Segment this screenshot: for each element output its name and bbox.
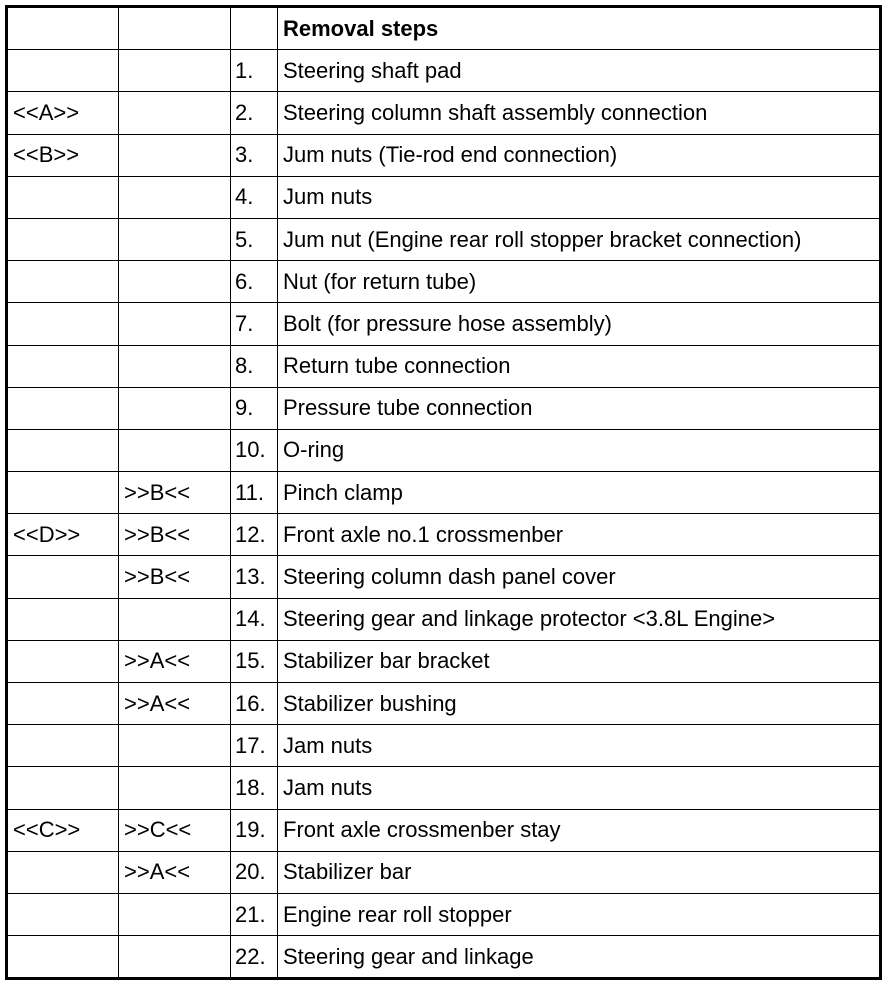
step-description-cell: Steering shaft pad: [278, 50, 881, 92]
table-row: [7, 809, 881, 851]
removal-mark-cell: [119, 50, 231, 92]
table-row: [7, 893, 881, 935]
removal-mark-cell: >>A<<: [119, 851, 231, 893]
install-mark-cell: [7, 767, 119, 809]
step-description-cell: Nut (for return tube): [278, 261, 881, 303]
step-number-cell: 8.: [231, 345, 278, 387]
step-number-cell: 2.: [231, 92, 278, 134]
step-description-cell: Engine rear roll stopper: [278, 893, 881, 935]
step-number-cell: 13.: [231, 556, 278, 598]
step-number-cell: 15.: [231, 640, 278, 682]
table-row: [7, 936, 881, 979]
removal-mark-cell: [119, 218, 231, 260]
step-number-cell: 7.: [231, 303, 278, 345]
removal-mark-cell: [119, 176, 231, 218]
removal-mark-cell: [119, 387, 231, 429]
removal-mark-cell: [119, 134, 231, 176]
table-row: [7, 472, 881, 514]
table-row: [7, 92, 881, 134]
step-number-cell: 1.: [231, 50, 278, 92]
removal-steps-table: [5, 5, 882, 980]
step-number-cell: 9.: [231, 387, 278, 429]
removal-mark-cell: >>A<<: [119, 640, 231, 682]
removal-mark-cell: >>C<<: [119, 809, 231, 851]
step-number-cell: 18.: [231, 767, 278, 809]
table-row: [7, 303, 881, 345]
step-description-cell: Steering gear and linkage protector <3.8L Engine>: [278, 598, 881, 640]
removal-mark-cell: >>B<<: [119, 556, 231, 598]
table-row: [7, 598, 881, 640]
install-mark-cell: [7, 50, 119, 92]
step-number-cell: 22.: [231, 936, 278, 979]
removal-mark-cell: >>B<<: [119, 514, 231, 556]
removal-mark-cell: [119, 261, 231, 303]
table-row: [7, 429, 881, 471]
table-row: [7, 50, 881, 92]
step-description-cell: Stabilizer bushing: [278, 683, 881, 725]
step-number-cell: 4.: [231, 176, 278, 218]
removal-mark-cell: [119, 725, 231, 767]
step-number-cell: 6.: [231, 261, 278, 303]
step-number-cell: 11.: [231, 472, 278, 514]
install-mark-cell: [7, 725, 119, 767]
table-row: [7, 767, 881, 809]
step-description-cell: Pinch clamp: [278, 472, 881, 514]
removal-mark-cell: [119, 345, 231, 387]
step-number-cell: 5.: [231, 218, 278, 260]
removal-mark-cell: [119, 598, 231, 640]
step-description-cell: O-ring: [278, 429, 881, 471]
step-number-cell: 14.: [231, 598, 278, 640]
install-mark-cell: [7, 345, 119, 387]
removal-mark-cell: >>B<<: [119, 472, 231, 514]
step-description-cell: Steering column shaft assembly connection: [278, 92, 881, 134]
step-description-cell: Stabilizer bar: [278, 851, 881, 893]
step-number-cell: 17.: [231, 725, 278, 767]
step-description-cell: Jum nut (Engine rear roll stopper bracket connection): [278, 218, 881, 260]
install-mark-cell: [7, 218, 119, 260]
header-cell-2: [119, 7, 231, 50]
install-mark-cell: [7, 387, 119, 429]
install-mark-cell: <<C>>: [7, 809, 119, 851]
install-mark-cell: [7, 683, 119, 725]
header-title: Removal steps: [278, 7, 881, 50]
table-row: [7, 387, 881, 429]
install-mark-cell: [7, 176, 119, 218]
step-number-cell: 20.: [231, 851, 278, 893]
step-description-cell: Jam nuts: [278, 767, 881, 809]
table-row: [7, 218, 881, 260]
table-row: [7, 683, 881, 725]
header-cell-3: [231, 7, 278, 50]
step-description-cell: Jam nuts: [278, 725, 881, 767]
step-description-cell: Jum nuts (Tie-rod end connection): [278, 134, 881, 176]
step-number-cell: 3.: [231, 134, 278, 176]
step-description-cell: Bolt (for pressure hose assembly): [278, 303, 881, 345]
step-number-cell: 12.: [231, 514, 278, 556]
install-mark-cell: [7, 556, 119, 598]
install-mark-cell: [7, 261, 119, 303]
header-cell-1: [7, 7, 119, 50]
removal-mark-cell: [119, 429, 231, 471]
step-description-cell: Pressure tube connection: [278, 387, 881, 429]
table-row: [7, 176, 881, 218]
step-number-cell: 10.: [231, 429, 278, 471]
removal-mark-cell: [119, 893, 231, 935]
removal-mark-cell: [119, 767, 231, 809]
install-mark-cell: <<B>>: [7, 134, 119, 176]
install-mark-cell: [7, 936, 119, 979]
table-row: [7, 556, 881, 598]
install-mark-cell: [7, 598, 119, 640]
removal-mark-cell: [119, 936, 231, 979]
install-mark-cell: [7, 429, 119, 471]
table-row: [7, 514, 881, 556]
install-mark-cell: <<A>>: [7, 92, 119, 134]
step-number-cell: 16.: [231, 683, 278, 725]
header-row: [7, 7, 881, 50]
install-mark-cell: [7, 851, 119, 893]
step-description-cell: Return tube connection: [278, 345, 881, 387]
install-mark-cell: [7, 640, 119, 682]
table-row: [7, 261, 881, 303]
step-description-cell: Stabilizer bar bracket: [278, 640, 881, 682]
install-mark-cell: [7, 893, 119, 935]
table-row: [7, 345, 881, 387]
step-description-cell: Steering gear and linkage: [278, 936, 881, 979]
table-row: [7, 640, 881, 682]
install-mark-cell: <<D>>: [7, 514, 119, 556]
step-number-cell: 21.: [231, 893, 278, 935]
removal-mark-cell: [119, 303, 231, 345]
table-row: [7, 851, 881, 893]
step-description-cell: Front axle no.1 crossmenber: [278, 514, 881, 556]
install-mark-cell: [7, 472, 119, 514]
install-mark-cell: [7, 303, 119, 345]
removal-mark-cell: [119, 92, 231, 134]
step-description-cell: Front axle crossmenber stay: [278, 809, 881, 851]
table-row: [7, 725, 881, 767]
step-description-cell: Jum nuts: [278, 176, 881, 218]
step-description-cell: Steering column dash panel cover: [278, 556, 881, 598]
removal-mark-cell: >>A<<: [119, 683, 231, 725]
step-number-cell: 19.: [231, 809, 278, 851]
table-row: [7, 134, 881, 176]
